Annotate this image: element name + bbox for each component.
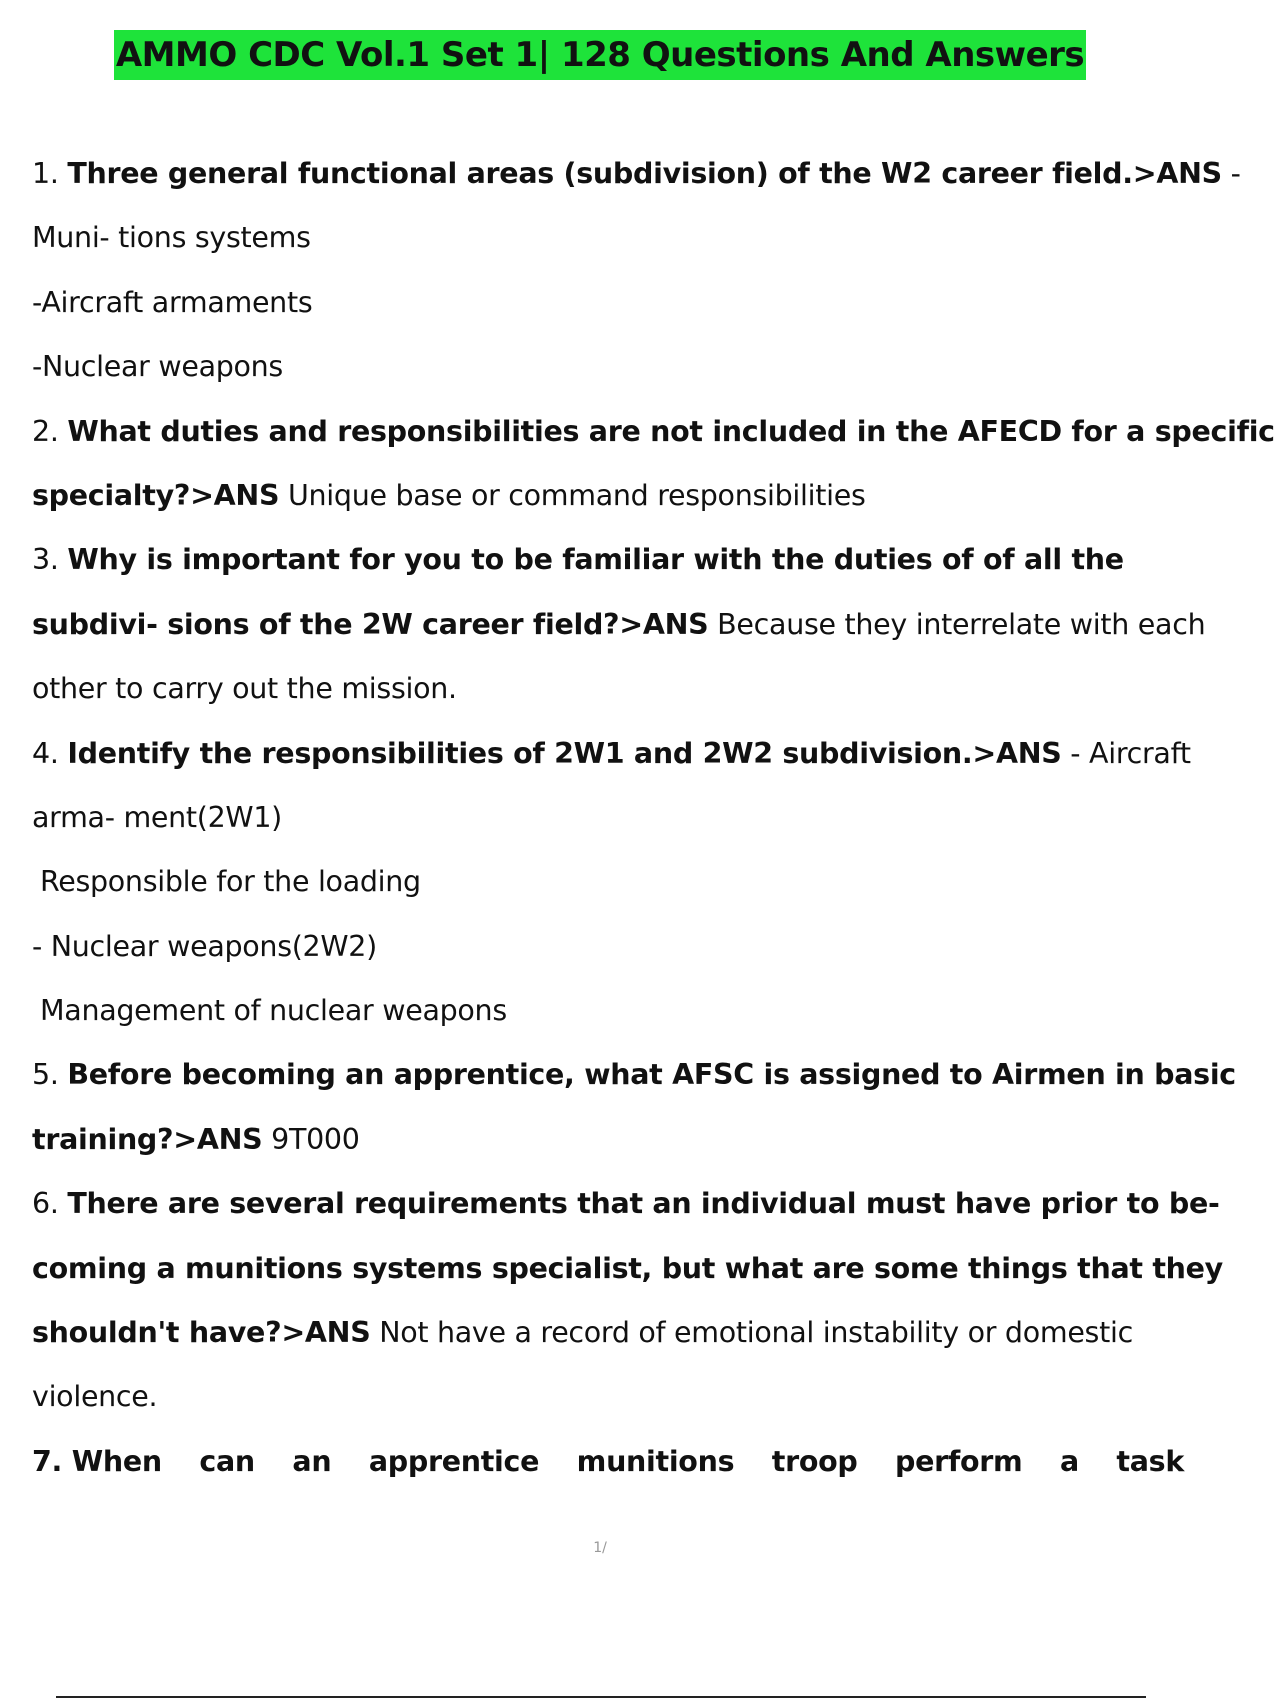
q4-answer-line: arma- ment(2W1) — [32, 800, 282, 834]
q2-line-1 — [32, 400, 1275, 464]
q1-answer-line: Muni- tions systems — [32, 221, 311, 255]
q7-word: perform — [895, 1444, 1023, 1478]
q2-line-2 — [32, 464, 1180, 528]
q2-question-part-1: What duties and responsibilities are not included in the AFECD for a specific — [67, 414, 1275, 448]
q7-word: an — [292, 1444, 332, 1478]
q5-question-part-1: Before becoming an apprentice, what AFSC is assigned to Airmen in basic — [67, 1058, 1236, 1092]
q2-number: 2. — [32, 414, 59, 448]
q4-answer-line: Responsible for the loading — [40, 865, 421, 899]
document-title: AMMO CDC Vol.1 Set 1| 128 Questions And Answers — [114, 30, 1086, 80]
q6-line-3 — [32, 1301, 1180, 1365]
q4-answer-line: Management of nuclear weapons — [40, 994, 507, 1028]
title-container — [0, 30, 1200, 80]
q6-question-part-1: There are several requirements that an individual must have prior to be- — [67, 1187, 1220, 1221]
q5-number: 5. — [32, 1058, 59, 1092]
q3-answer-part-2: other to carry out the mission. — [32, 672, 457, 706]
q1-line-1 — [32, 142, 1241, 206]
q7-word: can — [199, 1444, 255, 1478]
q6-line-1 — [32, 1172, 1220, 1236]
q7-word: munitions — [576, 1444, 735, 1478]
q5-question-part-2: training?>ANS — [32, 1122, 263, 1156]
q7-word: troop — [771, 1444, 858, 1478]
q1-answer-line: -Aircraft armaments — [32, 285, 313, 319]
q1-answer-line: -Nuclear weapons — [32, 350, 283, 384]
q6-line-2 — [32, 1237, 1223, 1301]
q2-answer: Unique base or command responsibilities — [287, 478, 866, 512]
q3-line-1 — [32, 528, 1180, 592]
q1-number: 1. — [32, 157, 59, 190]
q7-number: 7. — [32, 1444, 72, 1478]
q3-number: 3. — [32, 543, 59, 577]
q7-word — [32, 1430, 162, 1494]
q7-word: a — [1059, 1444, 1079, 1478]
q6-number: 6. — [32, 1187, 59, 1221]
q7-word-text: When — [71, 1444, 162, 1478]
q7-word: task — [1116, 1444, 1184, 1478]
q6-question-part-2: coming a munitions systems specialist, but what are some things that they — [32, 1251, 1223, 1285]
q4-question: Identify the responsibilities of 2W1 and 2W2 subdivision.>ANS — [67, 736, 1062, 770]
q6-answer-part-2: violence. — [32, 1380, 158, 1414]
q6-answer-part-1: Not have a record of emotional instability or domestic — [379, 1316, 1133, 1350]
q1-question: Three general functional areas (subdivision) of the W2 career field.>ANS — [67, 157, 1222, 190]
q6-question-part-3: shouldn't have?>ANS — [32, 1316, 371, 1350]
q5-line-1 — [32, 1043, 1236, 1107]
q3-line-2 — [32, 593, 1206, 657]
q3-question-part-1: Why is important for you to be familiar with the duties of of all the — [67, 543, 1124, 577]
q1-answer-start: - — [1230, 157, 1241, 190]
q7-line-1 — [32, 1430, 1184, 1494]
q4-answer-line: - Nuclear weapons(2W2) — [32, 929, 377, 963]
q4-answer-part-1: - Aircraft — [1070, 736, 1191, 770]
page-number: 1/ — [593, 1540, 607, 1556]
q4-line-1 — [32, 722, 1191, 786]
bottom-divider — [56, 1696, 1146, 1698]
q5-answer: 9T000 — [271, 1122, 360, 1156]
q3-question-part-2: subdivi- sions of the 2W career field?>ANS — [32, 607, 709, 641]
q4-number: 4. — [32, 736, 59, 770]
q2-question-part-2: specialty?>ANS — [32, 478, 280, 512]
qa-content — [32, 142, 1275, 1494]
q5-line-2 — [32, 1108, 1180, 1172]
q7-word: apprentice — [368, 1444, 540, 1478]
q3-answer-part-1: Because they interrelate with each — [717, 607, 1206, 641]
